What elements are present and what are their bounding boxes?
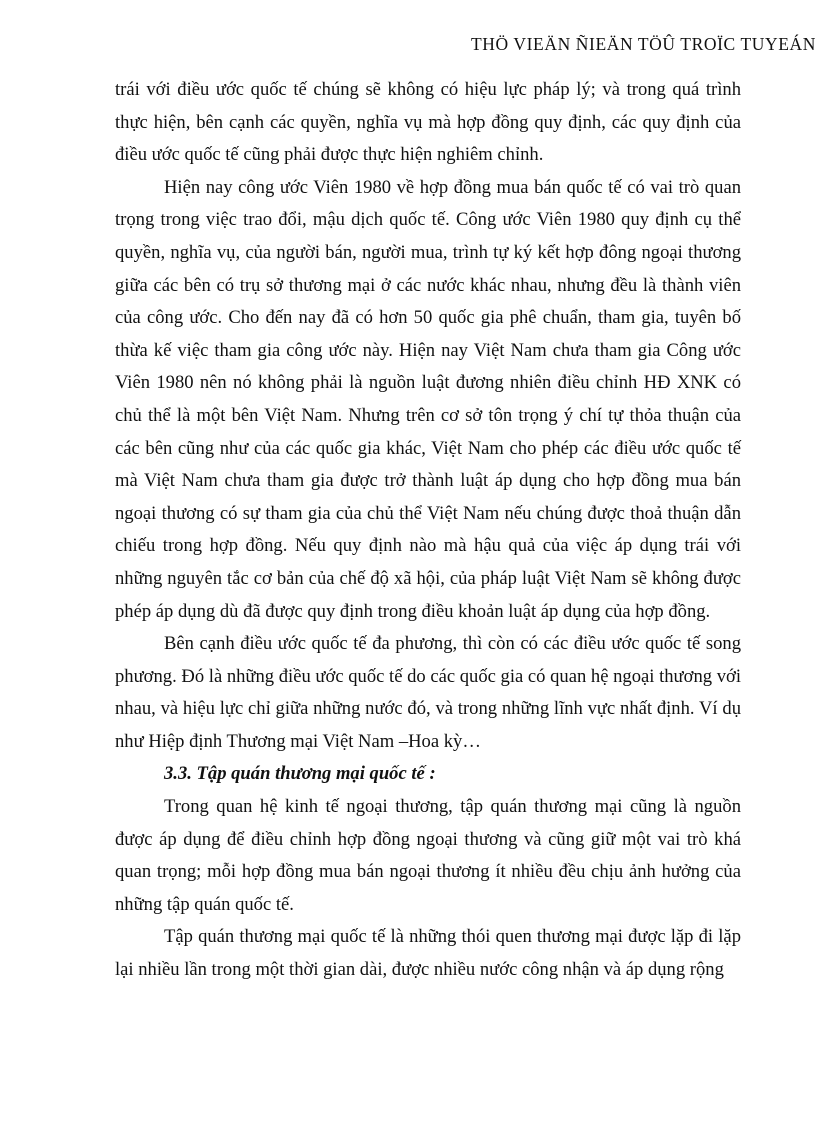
paragraph-bilateral-treaties: Bên cạnh điều ước quốc tế đa phương, thì còn có các điều ước quốc tế song phương. Đó là những điều ước quốc tế do các quốc gia có quan hệ ngoại thương với nhau, và hiệu lực chỉ giữa những nước đó, và trong những lĩnh vực nhất định. Ví dụ như Hiệp định Thương mại Việt Nam –Hoa kỳ… <box>115 633 741 752</box>
section-heading: 3.3. Tập quán thương mại quốc tế : <box>164 763 436 785</box>
paragraph-trade-customs-intro: Trong quan hệ kinh tế ngoại thương, tập quán thương mại cũng là nguồn được áp dụng để điều chỉnh hợp đồng ngoại thương và cũng giữ một vai trò khá quan trọng; mỗi hợp đồng mua bán ngoại thương ít nhiều đều chịu ảnh hưởng của những tập quán quốc tế. <box>115 796 741 915</box>
paragraph-continuation: trái với điều ước quốc tế chúng sẽ không có hiệu lực pháp lý; và trong quá trình thực hiện, bên cạnh các quyền, nghĩa vụ mà hợp đồng quy định, các quy định của điều ước quốc tế cũng phải được thực hiện nghiêm chỉnh. <box>115 79 741 166</box>
paragraph-trade-customs-definition: Tập quán thương mại quốc tế là những thói quen thương mại được lặp đi lặp lại nhiều lần trong một thời gian dài, được nhiều nước công nhận và áp dụng rộng <box>115 926 741 981</box>
paragraph-vienna-convention: Hiện nay công ước Viên 1980 về hợp đồng mua bán quốc tế có vai trò quan trọng trong việc trao đổi, mậu dịch quốc tế. Công ước Viên 1980 quy định cụ thể quyền, nghĩa vụ, của người bán, người mua, trình tự ký kết hợp đông ngoại thương giữa các bên có trụ sở thương mại ở các nước khác nhau, nhưng đều là thành viên của công ước. Cho đến nay đã có hơn 50 quốc gia phê chuẩn, tham gia, tuyên bố thừa kế việc tham gia công ước này. Hiện nay Việt Nam chưa tham gia Công ước Viên 1980 nên nó không phải là nguồn luật đương nhiên điều chỉnh HĐ XNK có chủ thể là một bên Việt Nam. Nhưng trên cơ sở tôn trọng ý chí tự thỏa thuận của các bên cũng như của các quốc gia khác, Việt Nam cho phép các điều ước quốc tế mà Việt Nam chưa tham gia được trở thành luật áp dụng cho hợp đồng mua bán ngoại thương có sự tham gia của chủ thể Việt Nam nếu chúng được thoả thuận dẫn chiếu trong hợp đồng. Nếu quy định nào mà hậu quả của việc áp dụng trái với những nguyên tắc cơ bản của chế độ xã hội, của pháp luật Việt Nam sẽ không được phép áp dụng dù đã được quy định trong điều khoản luật áp dụng của hợp đồng. <box>115 176 741 622</box>
running-header: THÖ VIEÄN ÑIEÄN TÖÛ TROÏC TUYEÁN <box>470 34 816 54</box>
document-body <box>115 74 741 987</box>
